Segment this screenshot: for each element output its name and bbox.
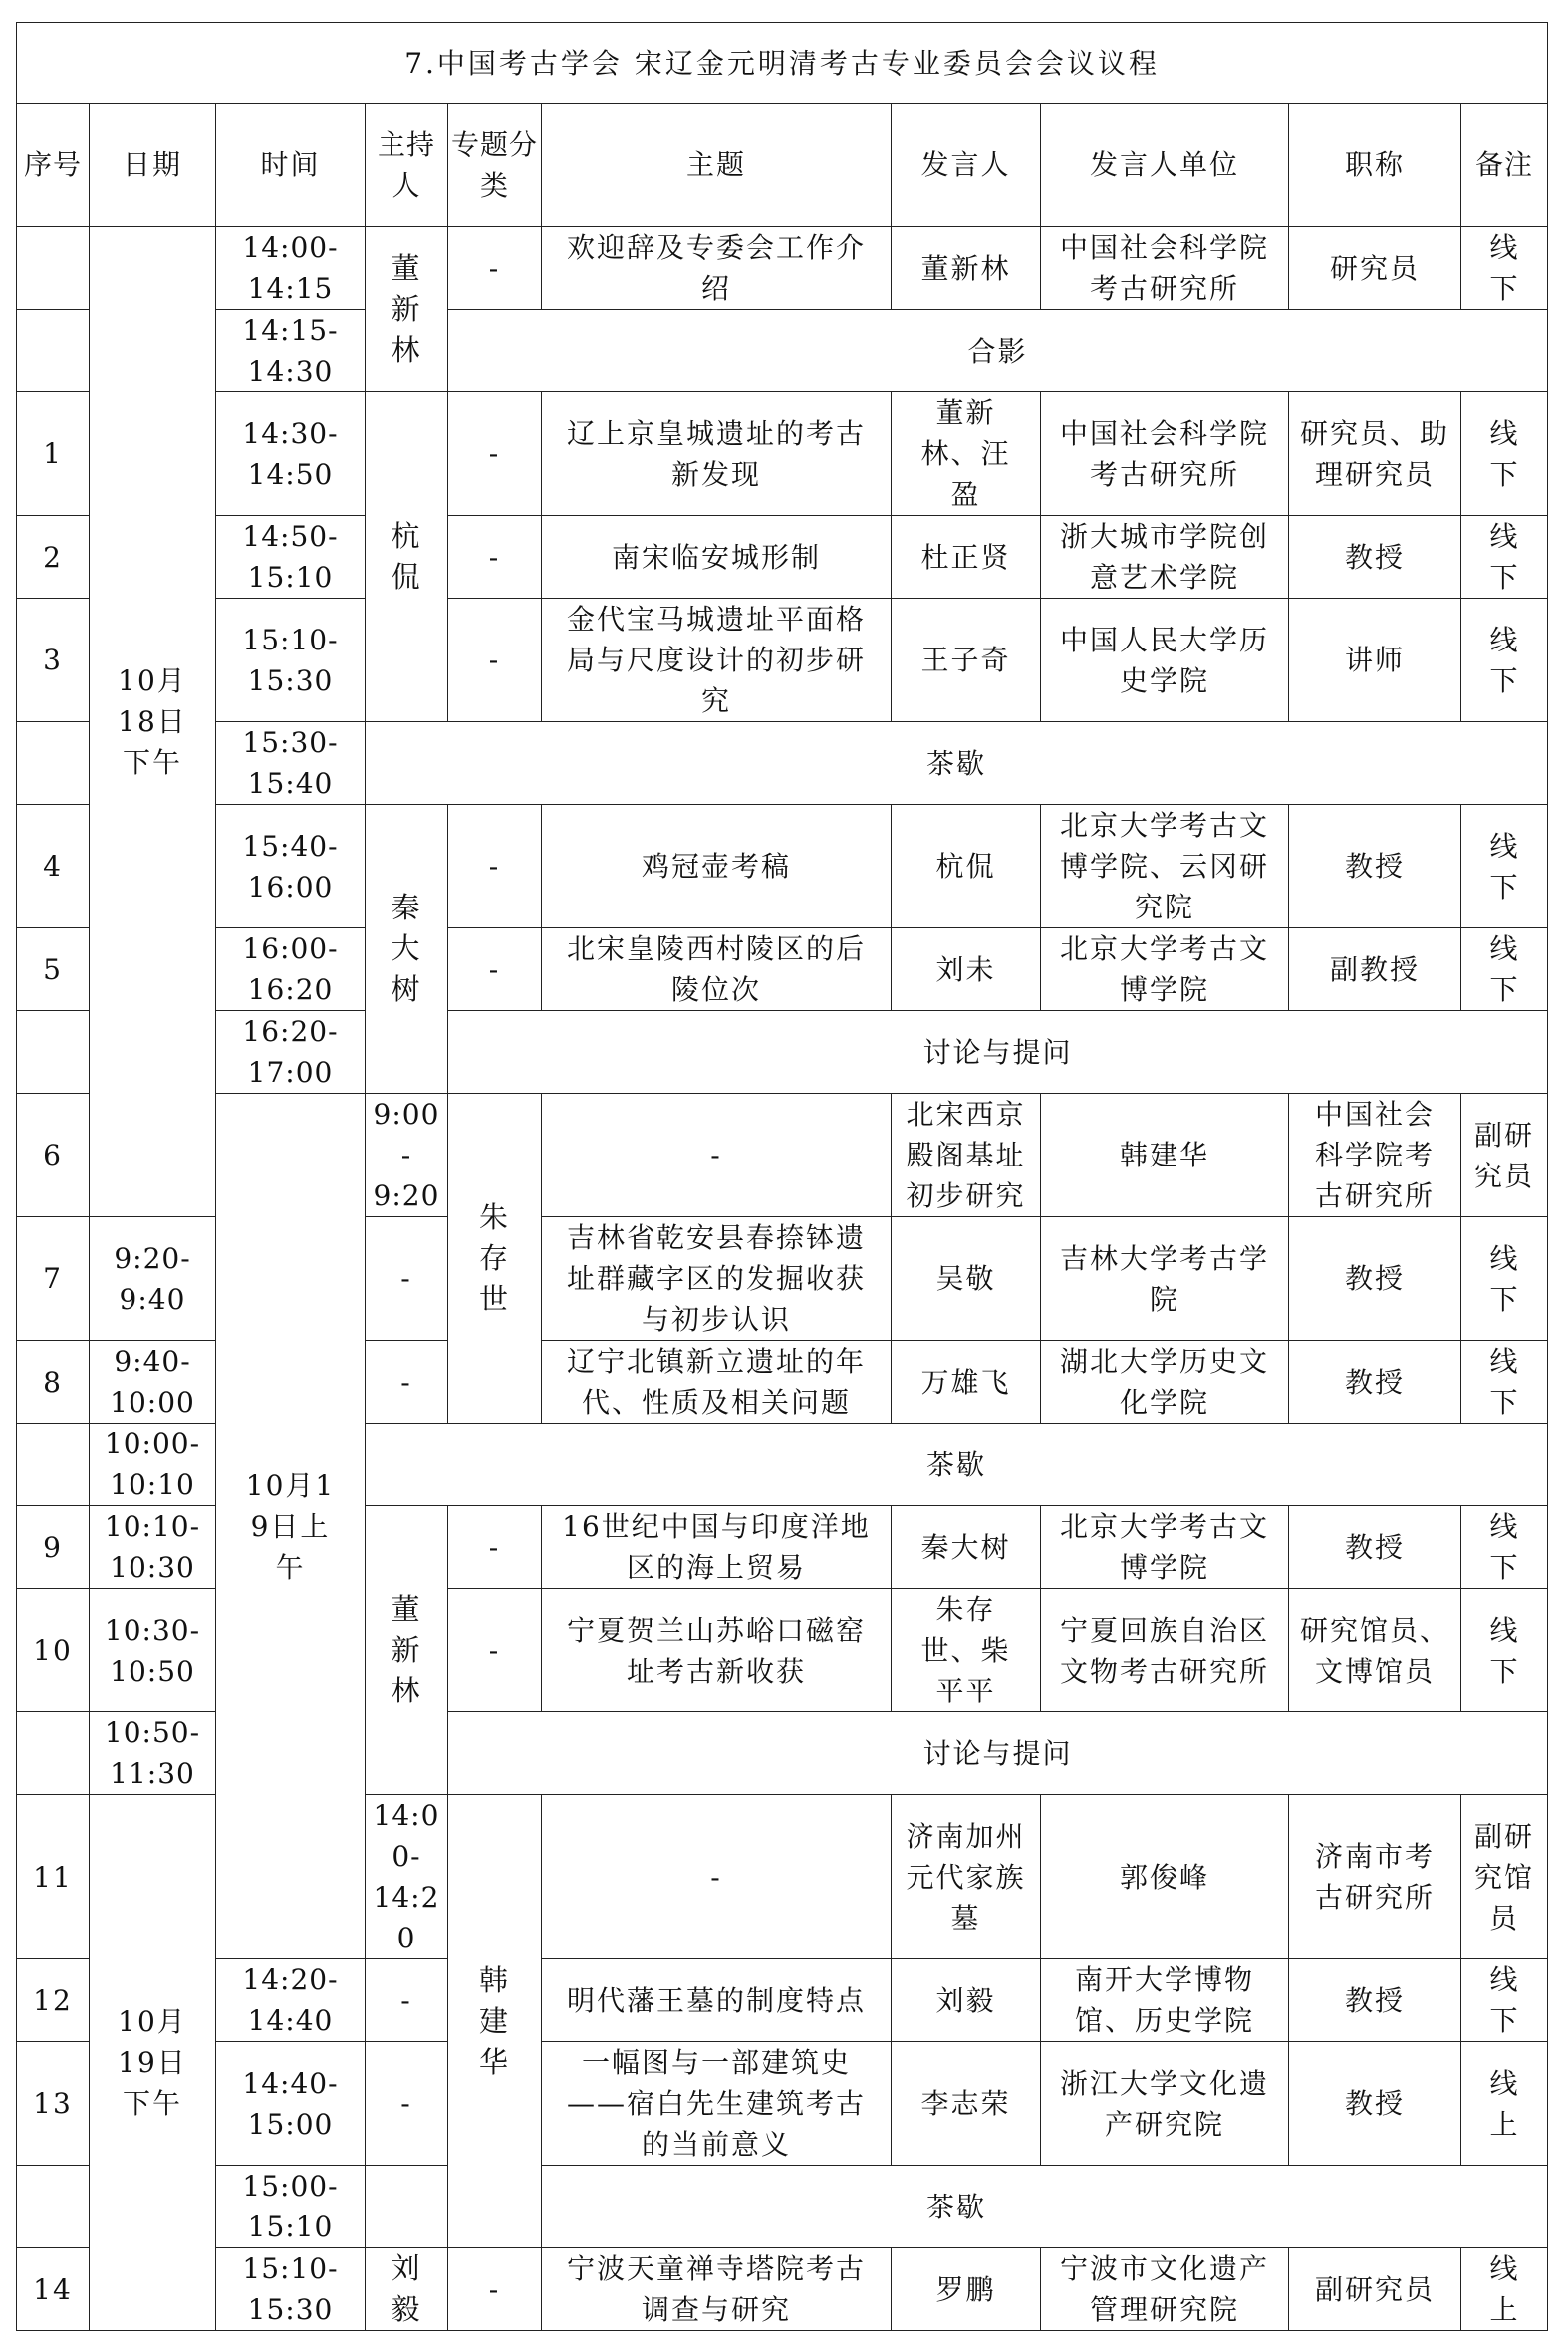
speaker-rank: 副研究馆员 <box>1461 1795 1548 1959</box>
row-number <box>17 1011 90 1094</box>
row-number: 7 <box>17 1217 90 1341</box>
row-number <box>17 1712 90 1795</box>
topic-category: - <box>448 1506 542 1589</box>
agenda-title: 7.中国考古学会 宋辽金元明清考古专业委员会会议议程 <box>17 23 1548 104</box>
speaker-name: 王子奇 <box>892 599 1041 722</box>
attendance-note: 线下 <box>1461 599 1548 722</box>
host-name: 杭侃 <box>366 392 448 722</box>
host-name: 董新林 <box>366 227 448 392</box>
row-number: 8 <box>17 1341 90 1424</box>
host-name: 董新林 <box>366 1506 448 1795</box>
header-row <box>17 104 1548 227</box>
table-row <box>17 310 1548 392</box>
time-slot <box>216 928 366 1011</box>
row-number: 10 <box>17 1589 90 1712</box>
talk-topic: 欢迎辞及专委会工作介绍 <box>542 227 892 310</box>
time-line: 14:30- <box>242 416 339 450</box>
speaker-name: 秦大树 <box>892 1506 1041 1589</box>
time-line: 15:30 <box>247 2293 334 2326</box>
row-number: 14 <box>17 2248 90 2331</box>
time-slot <box>216 1959 366 2042</box>
attendance-note: 线下 <box>1461 1959 1548 2042</box>
row-number <box>17 722 90 805</box>
header-topic: 主题 <box>542 104 892 227</box>
table-row <box>17 2042 1548 2166</box>
time-line: 14:20 <box>373 1881 440 1954</box>
row-number: 11 <box>17 1795 90 1959</box>
talk-topic: 16世纪中国与印度洋地区的海上贸易 <box>542 1506 892 1589</box>
topic-category: - <box>448 599 542 722</box>
time-slot <box>216 2042 366 2166</box>
speaker-name: 李志荣 <box>892 2042 1041 2166</box>
row-number: 2 <box>17 516 90 599</box>
topic-category: - <box>366 2042 448 2166</box>
attendance-note: 线下 <box>1461 227 1548 310</box>
speaker-rank: 研究员、助理研究员 <box>1289 392 1461 516</box>
topic-category: - <box>542 1094 892 1217</box>
speaker-rank: 研究馆员、文博馆员 <box>1289 1589 1461 1712</box>
time-line: 9:20- <box>114 1241 191 1275</box>
time-line: 15:00 <box>247 2107 334 2141</box>
host-name: 刘毅 <box>366 2248 448 2331</box>
speaker-unit: 南开大学博物馆、历史学院 <box>1041 1959 1289 2042</box>
speaker-name: 董新林、汪盈 <box>892 392 1041 516</box>
time-line: 15:10 <box>247 2210 334 2243</box>
header-date: 日期 <box>90 104 216 227</box>
table-row <box>17 1011 1548 1094</box>
topic-category: - <box>542 1795 892 1959</box>
speaker-unit: 北京大学考古文博学院 <box>1041 1506 1289 1589</box>
attendance-note: 线下 <box>1461 1217 1548 1341</box>
speaker-rank: 副研究员 <box>1461 1094 1548 1217</box>
speaker-rank: 教授 <box>1289 2042 1461 2166</box>
row-number: 4 <box>17 805 90 928</box>
table-row <box>17 1959 1548 2042</box>
speaker-unit: 宁夏回族自治区文物考古研究所 <box>1041 1589 1289 1712</box>
speaker-name: 万雄飞 <box>892 1341 1041 1424</box>
speaker-rank: 副教授 <box>1289 928 1461 1011</box>
header-speaker: 发言人 <box>892 104 1041 227</box>
time-line: 10:50 <box>110 1654 195 1687</box>
table-row <box>17 392 1548 516</box>
speaker-rank: 研究员 <box>1289 227 1461 310</box>
row-number <box>17 227 90 310</box>
table-row <box>17 805 1548 928</box>
talk-topic: 吉林省乾安县春捺钵遗址群藏字区的发掘收获与初步认识 <box>542 1217 892 1341</box>
merged-activity: 讨论与提问 <box>448 1011 1548 1094</box>
talk-topic: 宁夏贺兰山苏峪口磁窑址考古新收获 <box>542 1589 892 1712</box>
merged-activity: 合影 <box>448 310 1548 392</box>
time-line: 9:40- <box>114 1345 191 1378</box>
speaker-unit: 浙大城市学院创意艺术学院 <box>1041 516 1289 599</box>
speaker-rank: 教授 <box>1289 1959 1461 2042</box>
attendance-note: 线下 <box>1461 928 1548 1011</box>
speaker-unit: 宁波市文化遗产管理研究院 <box>1041 2248 1289 2331</box>
speaker-unit: 浙江大学文化遗产研究院 <box>1041 2042 1289 2166</box>
speaker-name: 罗鹏 <box>892 2248 1041 2331</box>
row-number: 12 <box>17 1959 90 2042</box>
speaker-rank: 讲师 <box>1289 599 1461 722</box>
talk-topic: 明代藩王墓的制度特点 <box>542 1959 892 2042</box>
speaker-unit: 中国人民大学历史学院 <box>1041 599 1289 722</box>
speaker-name: 刘未 <box>892 928 1041 1011</box>
time-slot <box>366 1795 448 1959</box>
speaker-name: 董新林 <box>892 227 1041 310</box>
time-line: 10:30- <box>104 1613 201 1647</box>
speaker-unit: 中国社会科学院考古研究所 <box>1041 392 1289 516</box>
time-slot <box>90 1424 216 1506</box>
time-line: 9:40 <box>119 1282 186 1316</box>
attendance-note: 线下 <box>1461 1506 1548 1589</box>
time-line: 10:10 <box>110 1468 195 1501</box>
speaker-name: 刘毅 <box>892 1959 1041 2042</box>
time-slot <box>216 599 366 722</box>
time-slot <box>216 1011 366 1094</box>
table-row <box>17 722 1548 805</box>
session-date: 10月19日上午 <box>216 1094 366 1959</box>
topic-category: - <box>448 928 542 1011</box>
talk-topic: 一幅图与一部建筑史——宿白先生建筑考古的当前意义 <box>542 2042 892 2166</box>
time-slot <box>216 2248 366 2331</box>
talk-topic: 鸡冠壶考稿 <box>542 805 892 928</box>
attendance-note: 线下 <box>1461 1341 1548 1424</box>
time-line: 10:50- <box>104 1716 201 1749</box>
speaker-rank: 教授 <box>1289 1506 1461 1589</box>
merged-activity: 讨论与提问 <box>448 1712 1548 1795</box>
time-line: 15:10 <box>247 561 334 594</box>
topic-category: - <box>448 516 542 599</box>
row-number <box>17 1424 90 1506</box>
speaker-name: 韩建华 <box>1041 1094 1289 1217</box>
attendance-note: 线上 <box>1461 2248 1548 2331</box>
row-number: 13 <box>17 2042 90 2166</box>
time-line: 15:10- <box>242 2252 339 2285</box>
agenda-body <box>17 23 1548 2331</box>
time-line: 16:00 <box>247 870 334 904</box>
speaker-unit: 济南市考古研究所 <box>1289 1795 1461 1959</box>
topic-category: - <box>448 392 542 516</box>
time-line: 15:00- <box>242 2170 339 2202</box>
speaker-rank: 教授 <box>1289 1341 1461 1424</box>
time-line: 14:50- <box>242 520 339 553</box>
time-slot <box>90 1217 216 1341</box>
time-slot <box>216 516 366 599</box>
topic-category: - <box>366 1341 448 1424</box>
time-line: 15:30 <box>247 663 334 697</box>
merged-activity: 茶歇 <box>366 2166 1548 2248</box>
row-number <box>17 310 90 392</box>
time-line: 14:00- <box>373 1799 440 1873</box>
time-line: 14:00- <box>242 231 339 264</box>
talk-topic: 济南加州元代家族墓 <box>892 1795 1041 1959</box>
time-slot <box>216 392 366 516</box>
speaker-unit: 湖北大学历史文化学院 <box>1041 1341 1289 1424</box>
time-line: 16:00- <box>242 932 339 965</box>
speaker-unit: 北京大学考古文博学院、云冈研究院 <box>1041 805 1289 928</box>
time-line: 14:40- <box>242 2066 339 2100</box>
speaker-unit: 中国社会科学院考古研究所 <box>1041 227 1289 310</box>
time-line: 16:20 <box>247 973 334 1006</box>
speaker-rank: 教授 <box>1289 1217 1461 1341</box>
table-row <box>17 227 1548 310</box>
time-slot <box>90 1506 216 1589</box>
speaker-name: 杭侃 <box>892 805 1041 928</box>
talk-topic: 北宋西京殿阁基址初步研究 <box>892 1094 1041 1217</box>
time-line: 14:15- <box>242 314 339 347</box>
host-name: 秦大树 <box>366 805 448 1094</box>
time-line: 15:40- <box>242 829 339 863</box>
header-note: 备注 <box>1461 104 1548 227</box>
row-number: 5 <box>17 928 90 1011</box>
topic-category: - <box>366 1217 448 1341</box>
table-row <box>17 2166 1548 2248</box>
agenda-table <box>16 22 1548 2331</box>
host-name: 韩建华 <box>448 1795 542 2248</box>
talk-topic: 宁波天童禅寺塔院考古调查与研究 <box>542 2248 892 2331</box>
speaker-name: 吴敬 <box>892 1217 1041 1341</box>
attendance-note: 线下 <box>1461 1589 1548 1712</box>
speaker-unit: 中国社会科学院考古研究所 <box>1289 1094 1461 1217</box>
time-line: 14:20- <box>242 1963 339 1996</box>
row-number <box>17 2166 90 2248</box>
table-row <box>17 516 1548 599</box>
speaker-rank: 教授 <box>1289 516 1461 599</box>
title-row <box>17 23 1548 104</box>
speaker-name: 杜正贤 <box>892 516 1041 599</box>
talk-topic: 北宋皇陵西村陵区的后陵位次 <box>542 928 892 1011</box>
time-slot <box>216 2166 366 2248</box>
time-line: 10:00- <box>104 1427 201 1460</box>
speaker-name: 朱存世、柴平平 <box>892 1589 1041 1712</box>
header-rank: 职称 <box>1289 104 1461 227</box>
table-row <box>17 1094 1548 1217</box>
topic-category: - <box>448 227 542 310</box>
time-line: 9:20 <box>373 1179 440 1212</box>
time-line: 10:00 <box>110 1386 195 1419</box>
speaker-rank: 教授 <box>1289 805 1461 928</box>
header-host: 主持人 <box>366 104 448 227</box>
topic-category: - <box>448 2248 542 2331</box>
time-line: 14:15 <box>247 272 334 305</box>
topic-category: - <box>366 1959 448 2042</box>
session-date: 10月19日下午 <box>90 1795 216 2331</box>
time-line: 16:20- <box>242 1015 339 1048</box>
row-number: 9 <box>17 1506 90 1589</box>
time-slot <box>90 1712 216 1795</box>
time-slot <box>216 227 366 310</box>
attendance-note: 线下 <box>1461 392 1548 516</box>
speaker-unit: 北京大学考古文博学院 <box>1041 928 1289 1011</box>
time-slot <box>216 310 366 392</box>
header-unit: 发言人单位 <box>1041 104 1289 227</box>
row-number: 6 <box>17 1094 90 1217</box>
table-row <box>17 599 1548 722</box>
talk-topic: 辽宁北镇新立遗址的年代、性质及相关问题 <box>542 1341 892 1424</box>
merged-activity: 茶歇 <box>366 1424 1548 1506</box>
merged-activity: 茶歇 <box>366 722 1548 805</box>
speaker-rank: 副研究员 <box>1289 2248 1461 2331</box>
attendance-note: 线下 <box>1461 805 1548 928</box>
row-number: 1 <box>17 392 90 516</box>
time-slot <box>216 722 366 805</box>
time-line: 14:50 <box>247 457 334 491</box>
time-slot <box>216 805 366 928</box>
time-line: 10:30 <box>110 1551 195 1584</box>
time-line: 15:40 <box>247 767 334 800</box>
header-no: 序号 <box>17 104 90 227</box>
header-category: 专题分类 <box>448 104 542 227</box>
table-row <box>17 2248 1548 2331</box>
topic-category: - <box>448 805 542 928</box>
time-slot <box>366 1094 448 1217</box>
time-line: 15:30- <box>242 726 339 759</box>
talk-topic: 金代宝马城遗址平面格局与尺度设计的初步研究 <box>542 599 892 722</box>
attendance-note: 线下 <box>1461 516 1548 599</box>
talk-topic: 辽上京皇城遗址的考古新发现 <box>542 392 892 516</box>
attendance-note: 线上 <box>1461 2042 1548 2166</box>
host-name: 朱存世 <box>448 1094 542 1424</box>
time-line: 11:30 <box>110 1757 195 1790</box>
row-number: 3 <box>17 599 90 722</box>
session-date: 10月18日下午 <box>90 227 216 1217</box>
speaker-name: 郭俊峰 <box>1041 1795 1289 1959</box>
time-line: 15:10- <box>242 623 339 656</box>
time-slot <box>90 1589 216 1712</box>
time-line: 9:00- <box>373 1098 440 1171</box>
time-line: 17:00 <box>247 1056 334 1089</box>
table-row <box>17 928 1548 1011</box>
time-line: 10:10- <box>104 1510 201 1543</box>
talk-topic: 南宋临安城形制 <box>542 516 892 599</box>
speaker-unit: 吉林大学考古学院 <box>1041 1217 1289 1341</box>
time-line: 14:40 <box>247 2004 334 2037</box>
topic-category: - <box>448 1589 542 1712</box>
time-line: 14:30 <box>247 355 334 388</box>
time-slot <box>90 1341 216 1424</box>
header-time: 时间 <box>216 104 366 227</box>
